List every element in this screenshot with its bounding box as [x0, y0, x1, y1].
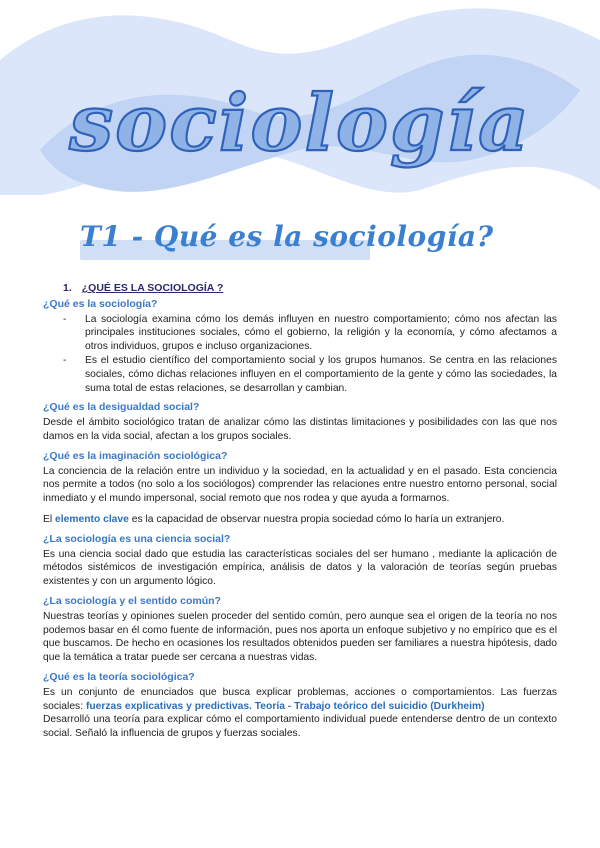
text-run: es la capacidad de observar nuestra propia sociedad cómo lo haría un extranjero.	[128, 513, 505, 525]
highlighted-term: fuerzas explicativas y predictivas.	[85, 700, 252, 712]
list-dash: -	[63, 354, 67, 366]
question-heading: ¿La sociología es una ciencia social?	[43, 532, 231, 545]
question-heading: ¿Qué es la teoría sociológica?	[43, 670, 195, 683]
paragraph	[43, 513, 557, 527]
list-dash: -	[63, 313, 67, 325]
paragraph: Desde el ámbito sociológico tratan de analizar cómo las distintas limitaciones y posibilidades con las que nos damos en la vida social, afectan a los grupos sociales.	[43, 417, 557, 442]
list-item-text: Es el estudio científico del comportamiento social y los grupos humanos. Se centra en las relaciones sociales, cómo dichas relaciones influyen en el comportamiento de la gente y cómo las sociedades, la suma total de estas relaciones, se desarrollan y cambian.	[85, 354, 557, 394]
topic-heading-text: T1 - Qué es la sociología?	[80, 220, 494, 253]
list-item	[43, 354, 557, 395]
document-body	[43, 282, 557, 741]
text-run: El	[43, 513, 56, 525]
paragraph: Es una ciencia social dado que estudia las características sociales del ser humano , mediante la aplicación de métodos sistémicos de investigación empírica, análisis de datos y la valoración de teorías según pruebas existentes y con un argumento lógico.	[43, 548, 557, 588]
paragraph: Desarrolló una teoría para explicar cómo el comportamiento individual puede entenderse dentro de un contexto social. Señaló la influencia de grupos y fuerzas sociales.	[43, 714, 557, 740]
paragraph: Nuestras teorías y opiniones suelen proceder del sentido común, pero aunque sea el origen de la teoría no nos podemos basar en él como fuente de información, pues nos aporta un enfoque subjetivo y no empírico que es el que buscamos. De hecho en ocasiones los resultados obtenidos pueden ser familiares a nuestra hipótesis, dado que la temática a tratar puede ser cercana a nuestras vidas.	[43, 610, 557, 664]
section-number: 1.	[63, 282, 72, 294]
question-heading: ¿Qué es la sociología?	[43, 297, 158, 310]
question-heading: ¿Qué es la imaginación sociológica?	[43, 449, 228, 462]
question-heading: ¿Qué es la desigualdad social?	[43, 401, 200, 414]
question-heading: ¿La sociología y el sentido común?	[43, 594, 221, 607]
list-item-text: La sociología examina cómo los demás influyen en nuestro comportamiento; cómo nos afectan las principales instituciones sociales, cómo el gobierno, la religión y la economía, y cómo afectamos a otros individuos, grupos e incluso organizaciones.	[85, 313, 557, 353]
topic-heading	[80, 220, 494, 265]
wave-banner-graphic	[0, 0, 600, 205]
highlighted-term: Teoría - Trabajo teórico del suicidio (Durkheim)	[251, 700, 485, 712]
list-item	[43, 313, 557, 354]
section-title	[63, 282, 557, 296]
section-title-text: ¿QUÉ ES LA SOCIOLOGÍA ?	[81, 282, 224, 294]
text-run: Es un conjunto de enunciados que busca explicar problemas, acciones o comportamientos. Las fuerzas sociales:	[43, 686, 557, 712]
paragraph: La conciencia de la relación entre un individuo y la sociedad, en la actualidad y en el pasado. Esta conciencia nos permite a todos (no solo a los sociólogos) comprender las relaciones entre nuestro entorno personal, social inmediato y el mundo impersonal, social remoto que nos rodea y que ayuda a formarnos.	[43, 465, 557, 505]
paragraph	[43, 686, 557, 714]
banner-title: sociología	[69, 78, 531, 169]
title-banner	[0, 0, 600, 205]
definition-list	[43, 313, 557, 396]
highlighted-term: elemento clave	[55, 513, 129, 525]
